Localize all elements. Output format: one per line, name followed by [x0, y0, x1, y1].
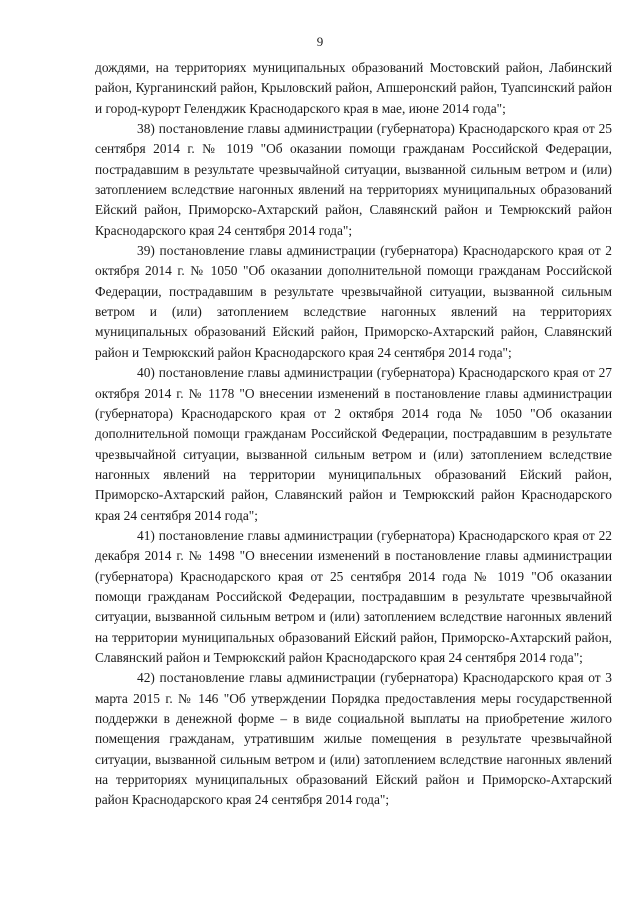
page-number: 9 — [316, 34, 324, 49]
paragraph-item-38: 38) постановление главы администрации (губернатора) Краснодарского края от 25 сентября 2014 г. № 1019 "Об оказании помощи гражданам Российской Федерации, пострадавшим в результате чрезвычайной ситуации, вызванной сильным ветром и (или) затоплением вследствие нагонных явлений на территориях муниципальных образований Ейский район, Приморско-Ахтарский район, Славянский район и Темрюкский район Краснодарского края 24 сентября 2014 года"; — [95, 121, 612, 238]
paragraph-item-41: 41) постановление главы администрации (губернатора) Краснодарского края от 22 декабря 2014 г. № 1498 "О внесении изменений в постановление главы администрации (губернатора) Краснодарского края от 25 сентября 2014 года № 1019 "Об оказании помощи гражданам Российской Федерации, пострадавшим в результате чрезвычайной ситуации, вызванной сильным ветром и (или) затоплением вследствие нагонных явлений на территории муниципальных образований Ейский район, Приморско-Ахтарский район, Славянский район и Темрюкский район Краснодарского края 24 сентября 2014 года"; — [95, 527, 612, 665]
paragraph-item-40: 40) постановление главы администрации (губернатора) Краснодарского края от 27 октября 2014 г. № 1178 "О внесении изменений в постановление главы администрации (губернатора) Краснодарского края от 2 октября 2014 года № 1050 "Об оказании дополнительной помощи гражданам Российской Федерации, пострадавшим в результате чрезвычайной ситуации, вызванной сильным ветром и (или) затоплением вследствие нагонных явлений на территории муниципальных образований Ейский район, Приморско-Ахтарский район, Славянский район и Темрюкский район Краснодарского края 24 сентября 2014 года"; — [95, 365, 612, 523]
paragraph-continuation: дождями, на территориях муниципальных образований Мостовский район, Лабинский район, Курганинский район, Крыловский район, Апшеронский район, Туапсинский район и город-курорт Геленджик Краснодарского края в мае, июне 2014 года"; — [95, 60, 612, 116]
paragraph-item-39: 39) постановление главы администрации (губернатора) Краснодарского края от 2 октября 2014 г. № 1050 "Об оказании дополнительной помощи гражданам Российской Федерации, пострадавшим в результате чрезвычайной ситуации, вызванной сильным ветром и (или) затоплением вследствие нагонных явлений на территориях муниципальных образований Ейский район, Приморско-Ахтарский район, Славянский район и Темрюкский район Краснодарского края 24 сентября 2014 года"; — [95, 243, 612, 360]
paragraph-item-42: 42) постановление главы администрации (губернатора) Краснодарского края от 3 марта 2015 г. № 146 "Об утверждении Порядка предоставления меры государственной поддержки в денежной форме – в виде социальной выплаты на приобретение жилого помещения гражданам, утратившим жилые помещения в результате чрезвычайной ситуации, вызванной сильным ветром и (или) затоплением вследствие нагонных явлений на территориях муниципальных образований Ейский район и Приморско-Ахтарский район Краснодарского края 24 сентября 2014 года"; — [95, 670, 612, 808]
document-body — [95, 58, 612, 811]
